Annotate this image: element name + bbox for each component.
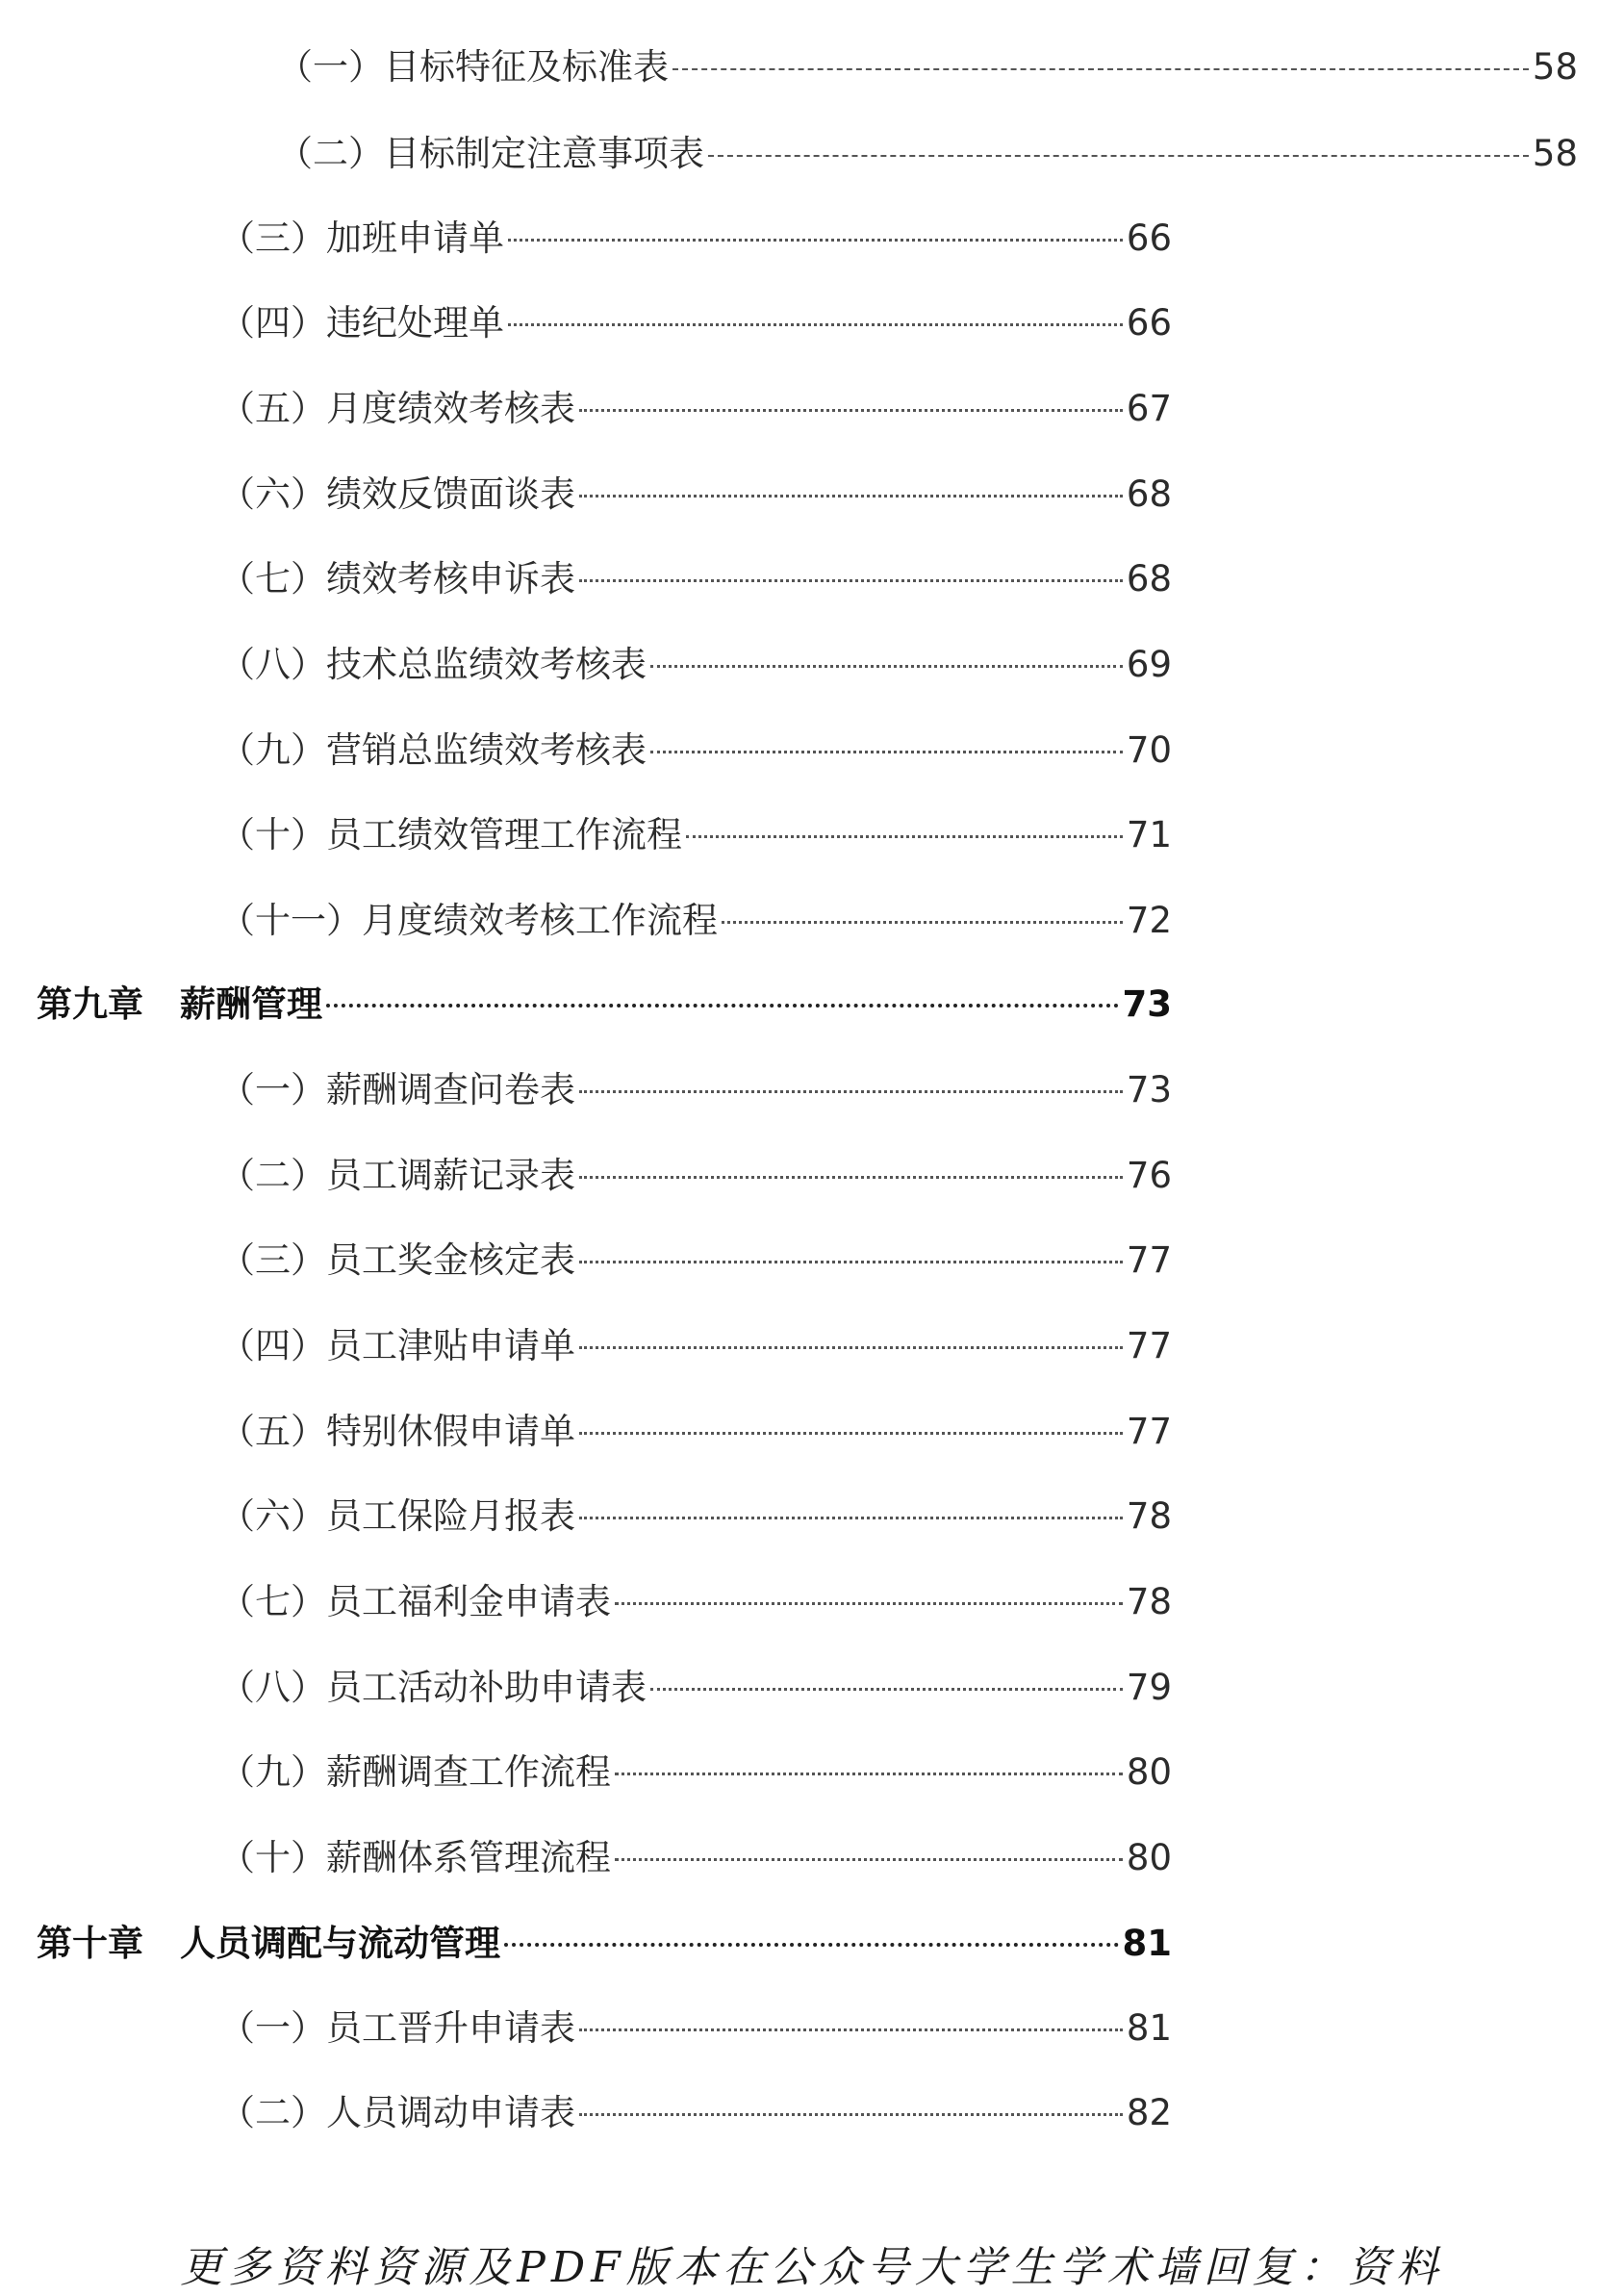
toc-entry-page: 67 [1126,388,1172,429]
toc-entry-page: 69 [1126,644,1172,685]
toc-entry-page: 81 [1126,2007,1172,2049]
toc-leader [508,239,1123,242]
toc-entry [219,1317,1172,1375]
toc-entry-title: （四）员工津贴申请单 [219,1325,575,1366]
toc-leader [579,579,1123,582]
toc-entry-page: 76 [1126,1155,1172,1196]
toc-entry [219,294,1172,352]
toc-entry-title: （四）违纪处理单 [219,302,504,344]
toc-entry-title: （十）薪酬体系管理流程 [219,1837,611,1878]
toc-entry-title: （三）加班申请单 [219,217,504,259]
toc-entry-page: 82 [1126,2092,1172,2133]
toc-chapter-entry [37,976,1172,1033]
toc-entry [219,1744,1172,1801]
toc-chapter-number: 第十章 [37,1923,143,1964]
toc-chapter-number: 第九章 [37,983,143,1025]
toc-entry [219,1488,1172,1545]
toc-entry-page: 79 [1126,1667,1172,1708]
toc-entry [219,550,1172,608]
toc-entry-title: （八）技术总监绩效考核表 [219,644,647,685]
toc-entry-title: （三）员工奖金核定表 [219,1239,575,1281]
toc-leader [579,409,1123,412]
toc-entry-title: （一）员工晋升申请表 [219,2007,575,2049]
toc-leader [579,1261,1123,1263]
toc-entry-page: 77 [1126,1411,1172,1452]
toc-entry [219,722,1172,779]
toc-entry-title: （十）员工绩效管理工作流程 [219,814,682,855]
toc-entry-page: 66 [1126,302,1172,344]
toc-entry [219,1403,1172,1461]
toc-entry [219,466,1172,523]
toc-entry-page: 70 [1126,729,1172,771]
toc-leader [650,665,1123,668]
toc-entry-title: （五）特别休假申请单 [219,1411,575,1452]
toc-entry-page: 68 [1126,558,1172,600]
toc-entry-title: （七）员工福利金申请表 [219,1581,611,1622]
toc-chapter-entry [37,1915,1172,1973]
toc-leader [650,1688,1123,1691]
toc-entry-title: （二）目标制定注意事项表 [277,133,704,174]
toc-entry-title: （一）目标特征及标准表 [277,46,669,88]
toc-entry-page: 58 [1532,46,1578,88]
toc-entry-title: （一）薪酬调查问卷表 [219,1069,575,1110]
toc-leader [708,155,1529,157]
toc-entry-title: （七）绩效考核申诉表 [219,558,575,600]
toc-leader [686,835,1123,838]
toc-entry [219,210,1172,268]
toc-entry [219,892,1172,950]
toc-entry [219,2084,1172,2142]
toc-entry [277,125,1578,183]
toc-entry [219,380,1172,438]
toc-entry-page: 78 [1126,1581,1172,1622]
toc-leader [504,1943,1119,1947]
toc-entry-title: （九）营销总监绩效考核表 [219,729,647,771]
toc-entry-title: （二）员工调薪记录表 [219,1155,575,1196]
toc-entry-page: 73 [1126,1069,1172,1110]
toc-entry [219,1147,1172,1205]
toc-entry-title: （六）绩效反馈面谈表 [219,473,575,515]
toc-leader [615,1602,1123,1605]
toc-entry-title: （八）员工活动补助申请表 [219,1667,647,1708]
toc-entry-page: 77 [1126,1239,1172,1281]
toc-leader [579,1090,1123,1093]
toc-entry-page: 80 [1126,1751,1172,1793]
toc-entry [219,1829,1172,1887]
toc-leader [579,495,1123,497]
toc-entry-title: （九）薪酬调查工作流程 [219,1751,611,1793]
toc-entry-title: （二）人员调动申请表 [219,2092,575,2133]
toc-chapter-title: 薪酬管理 [180,983,322,1025]
toc-leader [722,921,1123,924]
toc-entry [219,1061,1172,1119]
toc-leader [672,68,1529,70]
toc-entry-page: 78 [1126,1495,1172,1537]
toc-entry [219,2000,1172,2057]
toc-entry [277,38,1578,96]
footer-promo-text: 更多资料资源及PDF版本在公众号大学生学术墙回复：资料 [180,2243,1444,2292]
toc-entry-page: 71 [1126,814,1172,855]
toc-entry-page: 68 [1126,473,1172,515]
toc-chapter-title-group [37,976,322,1033]
toc-entry-page: 66 [1126,217,1172,259]
toc-chapter-title: 人员调配与流动管理 [180,1923,500,1964]
toc-leader [579,2028,1123,2031]
toc-leader [579,1176,1123,1179]
toc-entry-page: 58 [1532,133,1578,174]
toc-leader [579,1517,1123,1519]
toc-leader [508,323,1123,326]
toc-entry-page: 80 [1126,1837,1172,1878]
toc-entry [219,1659,1172,1717]
toc-leader [650,751,1123,753]
toc-entry-title: （十一）月度绩效考核工作流程 [219,900,718,941]
toc-entry-page: 77 [1126,1325,1172,1366]
toc-entry [219,1573,1172,1631]
toc-leader [579,1346,1123,1349]
toc-entry-page: 81 [1122,1923,1172,1964]
toc-leader [615,1858,1123,1861]
toc-leader [326,1004,1119,1008]
toc-entry-page: 72 [1126,900,1172,941]
toc-entry [219,636,1172,694]
toc-entry [219,1232,1172,1289]
toc-leader [615,1773,1123,1775]
toc-entry-title: （六）员工保险月报表 [219,1495,575,1537]
toc-leader [579,2113,1123,2116]
toc-entry-title: （五）月度绩效考核表 [219,388,575,429]
toc-leader [579,1432,1123,1435]
toc-entry [219,806,1172,864]
toc-chapter-title-group [37,1915,500,1973]
toc-entry-page: 73 [1122,983,1172,1025]
